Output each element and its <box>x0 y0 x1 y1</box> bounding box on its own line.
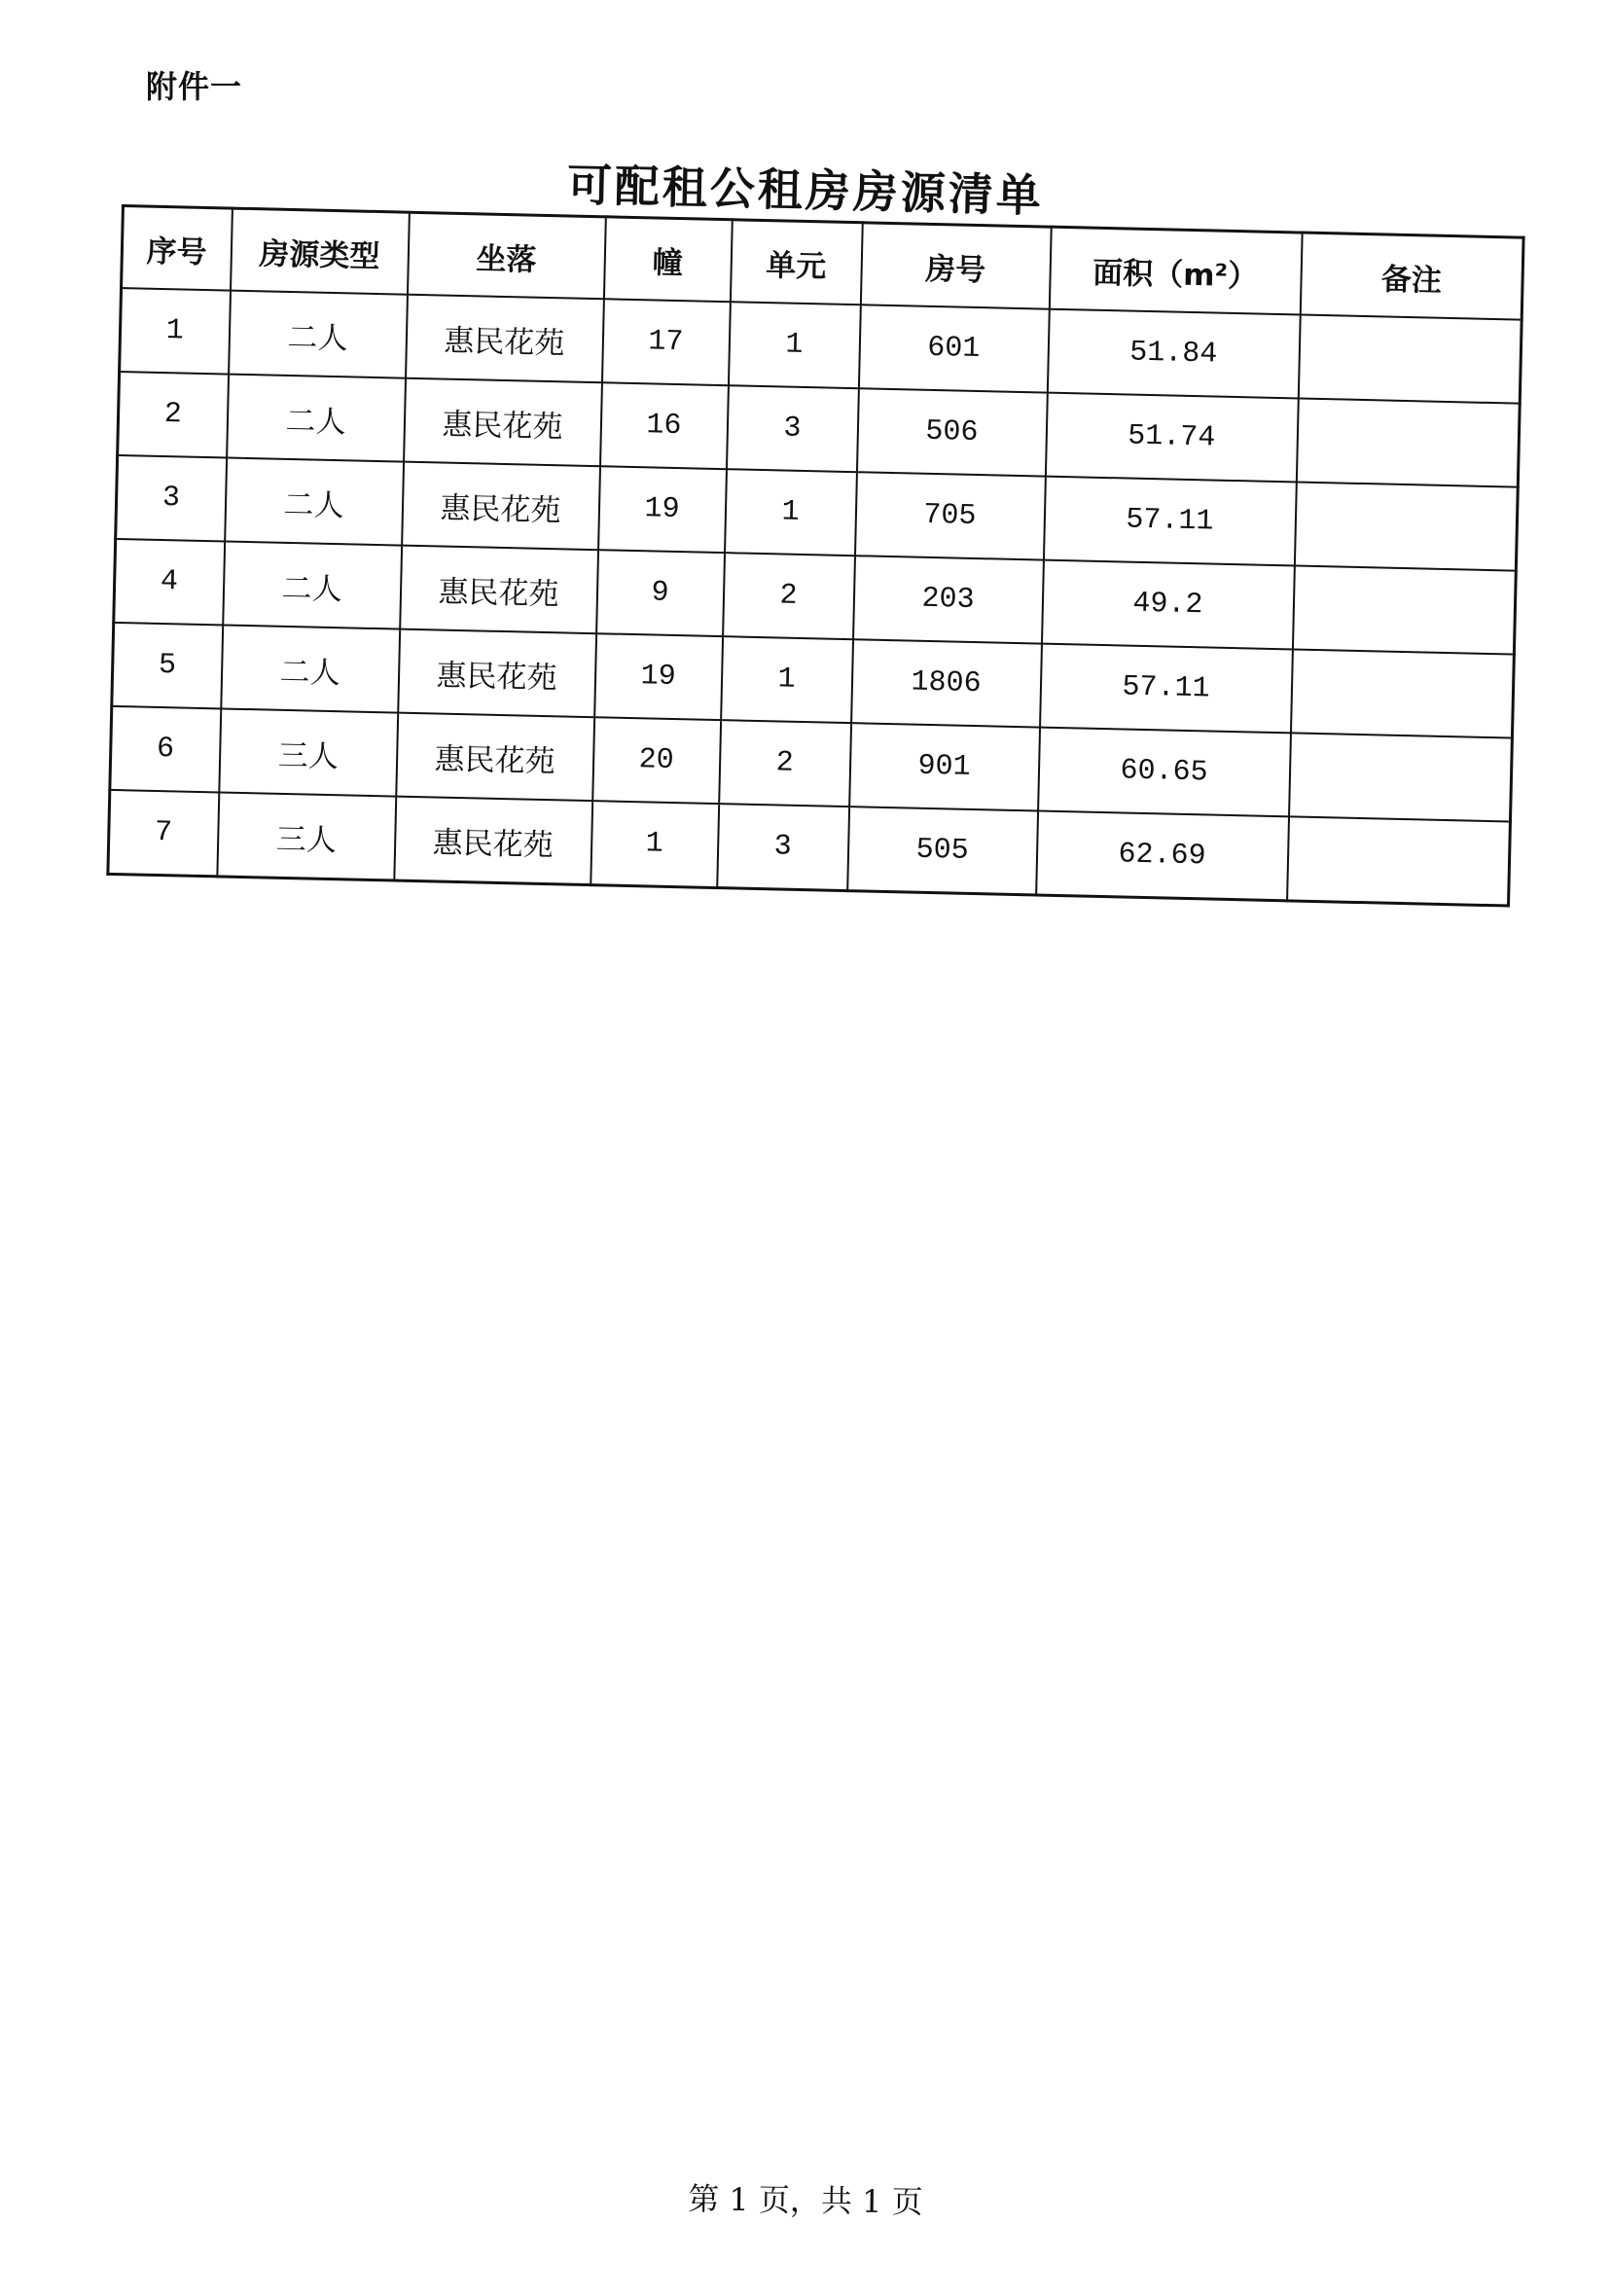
cell-location: 惠民花苑 <box>396 713 594 802</box>
page-number-footer: 第 1 页，共 1 页 <box>687 2180 923 2221</box>
cell-unit: 1 <box>728 302 860 388</box>
cell-location: 惠民花苑 <box>402 462 600 551</box>
cell-unit: 1 <box>721 636 853 723</box>
cell-remarks <box>1292 565 1516 654</box>
table-container <box>106 204 1522 907</box>
cell-building: 20 <box>592 717 721 804</box>
column-header-index: 序号 <box>122 206 233 291</box>
column-header-location: 坐落 <box>407 212 605 299</box>
cell-location: 惠民花苑 <box>394 797 592 885</box>
cell-index: 3 <box>116 455 227 542</box>
cell-remarks <box>1287 816 1511 906</box>
column-header-area: 面积（m²） <box>1049 227 1302 314</box>
cell-room-number: 901 <box>849 723 1040 810</box>
cell-unit: 3 <box>726 385 858 472</box>
cell-room-number: 1806 <box>851 639 1042 727</box>
column-header-unit: 单元 <box>730 220 862 305</box>
cell-room-number: 203 <box>853 556 1044 643</box>
cell-area: 60.65 <box>1038 728 1291 817</box>
cell-remarks <box>1298 315 1522 404</box>
attachment-label: 附件一 <box>146 68 243 105</box>
cell-unit: 2 <box>723 553 855 639</box>
cell-index: 1 <box>120 288 231 375</box>
cell-remarks <box>1294 482 1518 570</box>
cell-index: 5 <box>112 623 223 709</box>
cell-room-type: 二人 <box>223 541 402 628</box>
cell-index: 4 <box>114 539 225 626</box>
column-header-building: 幢 <box>603 217 732 302</box>
cell-room-type: 三人 <box>219 708 398 796</box>
cell-index: 7 <box>108 790 219 877</box>
cell-building: 16 <box>600 382 729 469</box>
cell-room-type: 二人 <box>227 375 406 462</box>
cell-area: 57.11 <box>1043 477 1296 566</box>
housing-list-table <box>106 204 1524 908</box>
cell-unit: 3 <box>717 804 849 891</box>
cell-area: 57.11 <box>1040 644 1293 734</box>
cell-location: 惠民花苑 <box>398 629 596 718</box>
cell-building: 17 <box>601 299 730 385</box>
cell-area: 51.74 <box>1045 393 1298 483</box>
cell-index: 6 <box>110 706 221 793</box>
cell-unit: 2 <box>719 720 851 807</box>
cell-unit: 1 <box>725 469 857 556</box>
cell-location: 惠民花苑 <box>406 295 604 383</box>
cell-room-type: 三人 <box>217 792 396 880</box>
cell-room-number: 705 <box>854 472 1045 559</box>
cell-room-type: 二人 <box>225 458 404 546</box>
cell-remarks <box>1289 733 1513 821</box>
cell-remarks <box>1290 649 1514 737</box>
cell-room-number: 601 <box>858 305 1049 392</box>
cell-location: 惠民花苑 <box>400 546 598 634</box>
cell-room-number: 505 <box>847 807 1038 895</box>
column-header-room-type: 房源类型 <box>231 208 410 295</box>
cell-index: 2 <box>118 372 229 458</box>
cell-room-type: 二人 <box>221 625 400 712</box>
cell-building: 9 <box>596 550 725 636</box>
document-title: 可配租公租房房源清单 <box>566 158 1045 223</box>
column-header-remarks: 备注 <box>1300 233 1523 320</box>
cell-room-number: 506 <box>856 388 1047 476</box>
cell-building: 19 <box>598 466 727 553</box>
cell-building: 19 <box>594 633 723 720</box>
cell-building: 1 <box>591 801 719 887</box>
cell-area: 49.2 <box>1041 560 1294 650</box>
column-header-room-number: 房号 <box>860 223 1051 309</box>
cell-remarks <box>1296 398 1520 486</box>
cell-location: 惠民花苑 <box>404 378 602 467</box>
cell-area: 51.84 <box>1047 309 1300 399</box>
cell-area: 62.69 <box>1036 811 1289 901</box>
cell-room-type: 二人 <box>229 291 408 378</box>
